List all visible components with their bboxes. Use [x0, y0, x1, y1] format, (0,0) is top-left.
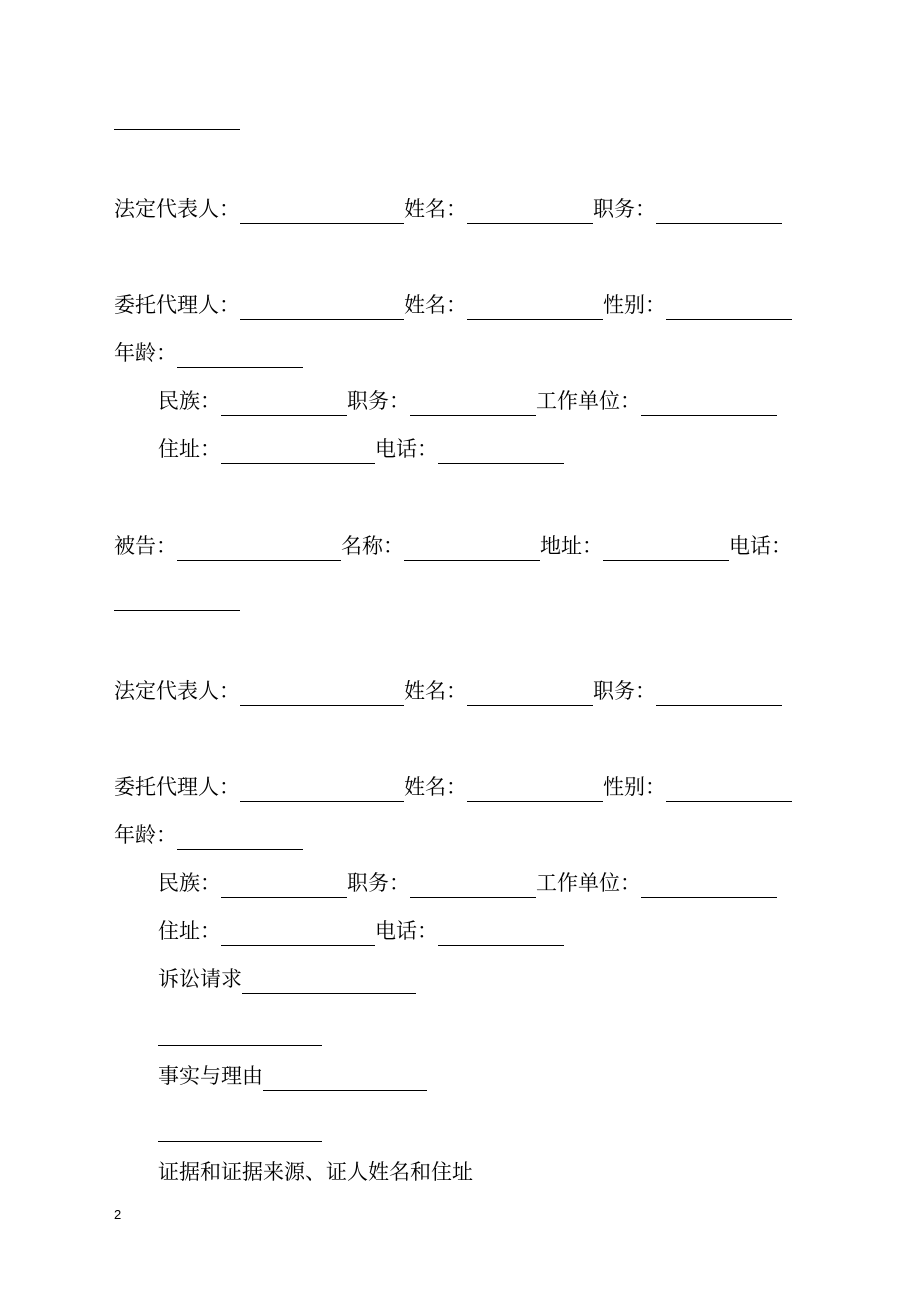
ethnicity-label: 民族：: [158, 871, 221, 895]
agent-field[interactable]: [240, 778, 404, 802]
claims-field[interactable]: [158, 1022, 322, 1046]
position-field[interactable]: [410, 392, 536, 416]
address-label: 地址：: [540, 534, 603, 558]
org-name-label: 名称：: [341, 534, 404, 558]
name-label: 姓名：: [404, 775, 467, 799]
claims-field[interactable]: [242, 970, 416, 994]
phone-label: 电话：: [375, 437, 438, 461]
age-field[interactable]: [177, 344, 303, 368]
blank-field[interactable]: [114, 106, 240, 130]
phone-label: 电话：: [729, 534, 792, 558]
defendant-ethnicity-line: [158, 868, 777, 898]
page-number: 2: [114, 1207, 122, 1222]
legal-rep-label: 法定代表人：: [114, 197, 240, 221]
position-field[interactable]: [656, 682, 782, 706]
claims-label: 诉讼请求: [158, 967, 242, 991]
agent-label: 委托代理人：: [114, 775, 240, 799]
age-label: 年龄：: [114, 341, 177, 365]
evidence-label: 证据和证据来源、证人姓名和住址: [158, 1160, 473, 1184]
name-label: 姓名：: [404, 197, 467, 221]
defendant-agent-line: [114, 772, 792, 802]
position-field[interactable]: [410, 874, 536, 898]
ethnicity-field[interactable]: [221, 392, 347, 416]
employer-label: 工作单位：: [536, 871, 641, 895]
phone-field[interactable]: [438, 922, 564, 946]
facts-line: [158, 1061, 427, 1091]
claims-continuation-line: [158, 1016, 322, 1046]
name-field[interactable]: [467, 682, 593, 706]
employer-field[interactable]: [641, 874, 777, 898]
evidence-line: [158, 1157, 473, 1187]
facts-field[interactable]: [263, 1067, 427, 1091]
position-label: 职务：: [593, 197, 656, 221]
plaintiff-agent-line: [114, 290, 792, 320]
residence-label: 住址：: [158, 919, 221, 943]
employer-label: 工作单位：: [536, 389, 641, 413]
residence-field[interactable]: [221, 440, 375, 464]
defendant-continuation-line: [114, 581, 240, 611]
name-label: 姓名：: [404, 293, 467, 317]
facts-label: 事实与理由: [158, 1064, 263, 1088]
defendant-residence-line: [158, 916, 564, 946]
ethnicity-label: 民族：: [158, 389, 221, 413]
gender-label: 性别：: [603, 775, 666, 799]
legal-rep-label: 法定代表人：: [114, 679, 240, 703]
age-label: 年龄：: [114, 823, 177, 847]
gender-field[interactable]: [666, 778, 792, 802]
age-field[interactable]: [177, 826, 303, 850]
residence-label: 住址：: [158, 437, 221, 461]
position-label: 职务：: [593, 679, 656, 703]
legal-rep-field[interactable]: [240, 682, 404, 706]
defendant-label: 被告：: [114, 534, 177, 558]
agent-label: 委托代理人：: [114, 293, 240, 317]
plaintiff-age-line: [114, 338, 303, 368]
name-field[interactable]: [467, 200, 593, 224]
phone-label: 电话：: [375, 919, 438, 943]
position-field[interactable]: [656, 200, 782, 224]
defendant-line: [114, 531, 792, 561]
phone-field[interactable]: [114, 587, 240, 611]
employer-field[interactable]: [641, 392, 777, 416]
org-name-field[interactable]: [404, 537, 540, 561]
position-label: 职务：: [347, 389, 410, 413]
phone-field[interactable]: [438, 440, 564, 464]
defendant-age-line: [114, 820, 303, 850]
plaintiff-ethnicity-line: [158, 386, 777, 416]
gender-label: 性别：: [603, 293, 666, 317]
gender-field[interactable]: [666, 296, 792, 320]
address-field[interactable]: [603, 537, 729, 561]
agent-field[interactable]: [240, 296, 404, 320]
continuation-line: [114, 100, 240, 130]
name-field[interactable]: [467, 778, 603, 802]
facts-continuation-line: [158, 1112, 322, 1142]
name-field[interactable]: [467, 296, 603, 320]
name-label: 姓名：: [404, 679, 467, 703]
residence-field[interactable]: [221, 922, 375, 946]
ethnicity-field[interactable]: [221, 874, 347, 898]
plaintiff-residence-line: [158, 434, 564, 464]
position-label: 职务：: [347, 871, 410, 895]
defendant-legal-rep-line: [114, 676, 782, 706]
plaintiff-legal-rep-line: [114, 194, 782, 224]
claims-line: [158, 964, 416, 994]
defendant-field[interactable]: [177, 537, 341, 561]
facts-field[interactable]: [158, 1118, 322, 1142]
legal-rep-field[interactable]: [240, 200, 404, 224]
